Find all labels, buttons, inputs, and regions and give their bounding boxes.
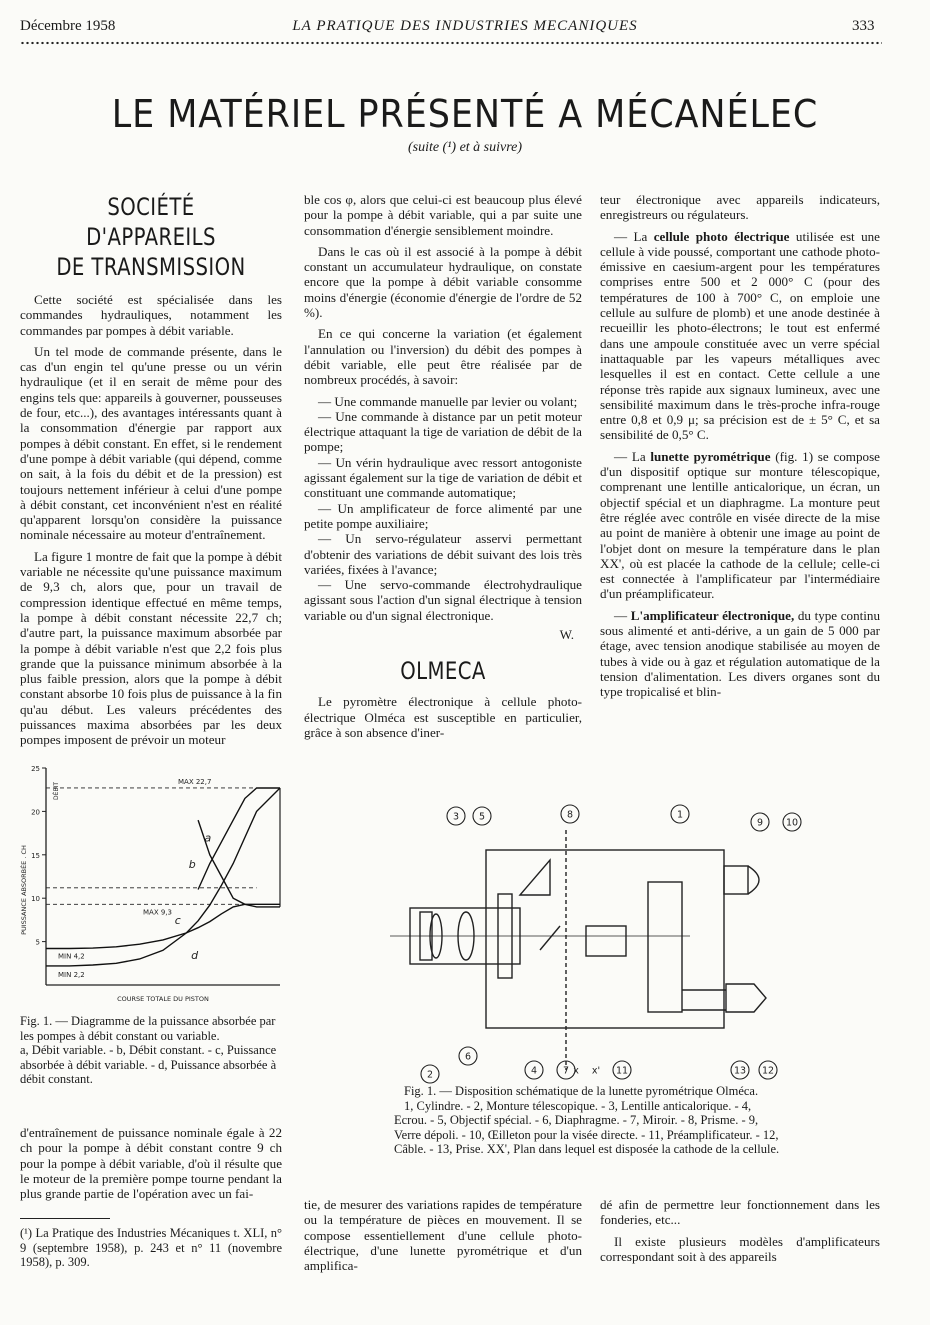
section-title-olmeca: OLMECA bbox=[400, 657, 486, 686]
debit-label: DÉBIT bbox=[53, 782, 60, 800]
section-title-line1: SOCIÉTÉ D'APPAREILS bbox=[86, 193, 216, 251]
column-left-end bbox=[20, 1125, 282, 1207]
preamplifier-block bbox=[586, 926, 626, 956]
column-left bbox=[20, 192, 282, 754]
curve-c-label: c bbox=[174, 914, 181, 928]
callout-label: 5 bbox=[478, 811, 486, 823]
chart-caption bbox=[20, 1014, 282, 1087]
paragraph: tie, de mesurer des variations rapides de température ou la température de pièces en mouvement. Il se compose essentiellement d'une cellule photo-électrique, d'une lunette pyrométrique et d'un amplifica- bbox=[304, 1197, 582, 1274]
paragraph: En ce qui concerne la variation (et également l'annulation ou l'inversion) du débit des pompes à débit variable, elle peut être réalisée par de nombreux procédés, à savoir: bbox=[304, 326, 582, 388]
callout-label: 8 bbox=[566, 809, 574, 821]
paragraph: Dans le cas où il est associé à la pompe à débit constant un accumulateur hydraulique, on constate encore que la pompe à débit variable consomme moins d'énergie (économie d'énergie de l'ordre de 52 %). bbox=[304, 243, 582, 321]
annot-min-4-2: MIN 4,2 bbox=[58, 952, 85, 961]
cell-block bbox=[648, 882, 682, 1012]
diagram-caption-title: Fig. 1. — Disposition schématique de la lunette pyrométrique Olméca. bbox=[404, 1084, 759, 1098]
section-title-line2: DE TRANSMISSION bbox=[56, 253, 246, 281]
annot-min-2-2: MIN 2,2 bbox=[58, 970, 85, 979]
annot-max-22-7: MAX 22,7 bbox=[178, 777, 212, 786]
callout-label: x bbox=[573, 1065, 579, 1077]
column-right bbox=[600, 192, 880, 706]
bold-term: cellule photo électrique bbox=[653, 228, 790, 244]
y-axis-label: PUISSANCE ABSORBÉE . CH bbox=[20, 845, 28, 935]
column-middle bbox=[304, 192, 582, 746]
callout-label: 13 bbox=[733, 1065, 747, 1077]
callout-label: x' bbox=[591, 1065, 601, 1077]
list-item: — Un amplificateur de force alimenté par une petite pompe auxiliaire; bbox=[304, 500, 582, 531]
callout-label: 11 bbox=[615, 1065, 629, 1077]
signature: W. bbox=[559, 627, 574, 643]
journal-title: LA PRATIQUE DES INDUSTRIES MECANIQUES bbox=[292, 18, 638, 34]
article-title: LE MATÉRIEL PRÉSENTÉ A MÉCANÉLEC bbox=[111, 92, 819, 136]
paragraph: dé afin de permettre leur fonctionnement dans les fonderies, etc... bbox=[600, 1197, 880, 1228]
text-run: utilisée est une cellule à vide poussé, comportant une cathode photo-émissive en caesium-argent pour les températures comprises entre 500 et 2 000° C (pour des températures de 100 à 700° C, on emploie une cellule au sulfure de plomb) et une anode destinée à recueillir les photo-électrons; le tout est enfermé dans une ampoule constituée avec un verre spécial inattaquable par les vapeurs métalliques avec lesquelles il est en contact. Cette cellule a une réponse très rapide aux signaux lumineux, avec une sensibilité maximum dans le très-proche infra-rouge entre 0,8 et 0,9 μ; sa précision est de ± 5° C, et sa sensibilité de 0,5° C. bbox=[600, 228, 880, 443]
annot-max-9-3: MAX 9,3 bbox=[143, 908, 172, 917]
y-tick-label: 15 bbox=[31, 851, 40, 860]
plug bbox=[726, 984, 766, 1012]
paragraph: Cette société est spécialisée dans les commandes hydrauliques, notamment les commandes par pompes à débit variable. bbox=[20, 292, 282, 338]
section-title-sat bbox=[44, 192, 259, 282]
paragraph: Le pyromètre électronique à cellule photo-électrique Olméca est susceptible en particulier, grâce à son absence d'iner- bbox=[304, 694, 582, 740]
paragraph: d'entraînement de puissance nominale égale à 22 ch pour la pompe à débit constant contre 9 ch pour la pompe à débit variable, d'où il résulte que le moteur de la première pompe tourne pendant la plus grande partie de l'opération avec un fai- bbox=[20, 1125, 282, 1202]
list-item: — Une commande manuelle par levier ou volant; bbox=[318, 393, 578, 409]
paragraph: teur électronique avec appareils indicateurs, enregistreurs ou régulateurs. bbox=[600, 192, 880, 223]
footnote: (¹) La Pratique des Industries Mécaniques t. XLI, n° 9 (septembre 1958), p. 243 et n° 11 (novembre 1958), p. 309. bbox=[20, 1226, 282, 1269]
paragraph: Un tel mode de commande présente, dans le cas d'un engin tel qu'une presse ou un vérin hydraulique (et il en serait de même pour des engins tels que: appareils à gouverner, pousseuses de four, etc...), des avantages intéressants quant à la consommation d'énergie par rapport aux pompes à débit constant. En effet, si le rendement d'une pompe à débit variable (qui dépend, comme on sait, à la fois du débit et de la pression) est toujours nettement inférieur à celui d'une pompe à débit constant, cet inconvénient n'est en réalité qu'apparent lorsqu'on considère la puissance nominale nécessaire au moteur d'entraînement. bbox=[20, 343, 282, 543]
mirror bbox=[540, 926, 560, 950]
curve-a-label: a bbox=[204, 831, 212, 845]
callout-label: 2 bbox=[426, 1069, 434, 1081]
power-chart bbox=[18, 760, 286, 1010]
curve-b-label: b bbox=[188, 857, 196, 871]
callout-label: 4 bbox=[530, 1065, 538, 1077]
column-middle-bottom bbox=[304, 1197, 582, 1279]
y-tick-label: 10 bbox=[31, 895, 40, 904]
cylinder-body bbox=[486, 850, 724, 1028]
callout-label: 10 bbox=[785, 817, 799, 829]
paragraph: Il existe plusieurs modèles d'amplificateurs correspondant soit à des appareils bbox=[600, 1233, 880, 1264]
dotted-rule bbox=[20, 40, 882, 46]
callout-label: 1 bbox=[676, 809, 684, 821]
prism bbox=[520, 860, 550, 895]
bold-term: L'amplificateur électronique, bbox=[630, 607, 795, 623]
list-item: — Une commande à distance par un petit moteur électrique attaquant la tige de variation de débit de la pompe; bbox=[304, 408, 582, 455]
list-item: — Un vérin hydraulique avec ressort antogoniste agissant également sur la tige de variation de débit et constituant une commande automatique; bbox=[304, 454, 582, 501]
diagram-caption bbox=[394, 1084, 782, 1157]
text-run: du type continu sous alimenté et anti-dérive, a un gain de 5 000 par étage, avec tension anodique stabilisée au moyen de tubes à vide ou à gaz et régulation automatique de la tension d'alimentation. Les divers organes sont du type tropicalisé et blin- bbox=[600, 607, 880, 700]
ground-glass bbox=[724, 866, 748, 894]
cable bbox=[682, 990, 726, 1010]
callout-label: 3 bbox=[452, 811, 460, 823]
text-run: — bbox=[614, 607, 631, 623]
x-axis-label: COURSE TOTALE DU PISTON bbox=[117, 995, 209, 1003]
pyrometer-diagram bbox=[390, 800, 810, 1090]
y-tick-label: 25 bbox=[31, 765, 40, 773]
paragraph: La figure 1 montre de fait que la pompe à débit variable ne nécessite qu'une puissance maximum de 9,3 ch, alors que, pour un travail de compression identique effectué en même temps, la pompe à débit constant nécessite 22,7 ch; d'autre part, la puissance maximum absorbée par la pompe à débit variable n'est que 2,2 fois plus grande que la puissance minimum absorbée à la plus faible pression, alors que la pompe à débit constant absorbe 10 fois plus de puissance à la fin qu'au début. Les valeurs précédentes des puissances maxima absorbées par les deux pompes imposent de prévoir un moteur bbox=[20, 548, 282, 748]
footnote-rule bbox=[20, 1218, 110, 1219]
y-tick-label: 20 bbox=[31, 808, 40, 817]
column-right-bottom bbox=[600, 1197, 880, 1270]
callout-label: 9 bbox=[756, 817, 764, 829]
chart-caption-title: Fig. 1. — Diagramme de la puissance absorbée par les pompes à débit constant ou variable. bbox=[20, 1014, 276, 1043]
list-item: — Un servo-régulateur asservi permettant d'obtenir des variations de débit suivant des lois très variées, fixées à l'avance; bbox=[304, 531, 582, 577]
text-run: — La bbox=[614, 228, 654, 244]
curve-d-label: d bbox=[191, 948, 199, 962]
paragraph bbox=[600, 608, 880, 700]
paragraph: ble cos φ, alors que celui-ci est beaucoup plus élevé pour la pompe à débit variable, qui a par suite une consommation d'énergie sensiblement moindre. bbox=[304, 192, 582, 238]
eyepiece bbox=[748, 866, 759, 894]
callout-label: 7 bbox=[562, 1065, 570, 1077]
header-date: Décembre 1958 bbox=[20, 18, 116, 34]
chart-caption-legend: a, Débit variable. - b, Débit constant. - c, Puissance absorbée à débit variable. - d, Puissance absorbée à débit constant. bbox=[20, 1043, 277, 1086]
callout-label: 6 bbox=[464, 1051, 472, 1063]
diagram-caption-legend: 1, Cylindre. - 2, Monture télescopique. - 3, Lentille anticalorique. - 4, Ecrou. - 5, Objectif spécial. - 6, Diaphragme. - 7, Miroir. - 8, Prisme. - 9, Verre dépoli. - 10, Œilleton pour la visée directe. - 11, Préamplificateur. - 12, Câble. - 13, Prise. XX', Plan dans lequel est disposée la cathode de la cellule. bbox=[394, 1098, 780, 1156]
y-tick-label: 5 bbox=[35, 938, 40, 947]
page-number: 333 bbox=[852, 18, 875, 34]
callout-label: 12 bbox=[761, 1065, 775, 1077]
text-run: — La bbox=[614, 448, 651, 464]
paragraph bbox=[600, 449, 880, 602]
bold-term: lunette pyrométrique bbox=[650, 448, 771, 464]
article-subtitle: (suite (¹) et à suivre) bbox=[407, 140, 523, 155]
list-item: — Une servo-commande électrohydraulique agissant sous l'action d'un signal électrique à tension variable ou d'un signal électronique. bbox=[304, 577, 582, 623]
paragraph bbox=[600, 229, 880, 443]
text-run: (fig. 1) se compose d'un dispositif optique sur monture télescopique, comprenant une lentille anticalorique, un écran, un objectif spécial et un diaphragme. La monture peut être réglée avec contrôle en visée directe de la mise au point de manière à obtenir une image au point de l'objet dont on mesure la température dans le plan XX', où est placée la cathode de la cellule; celle-ci est connectée à l'amplificateur par l'intermédiaire d'un préamplificateur. bbox=[600, 448, 880, 602]
